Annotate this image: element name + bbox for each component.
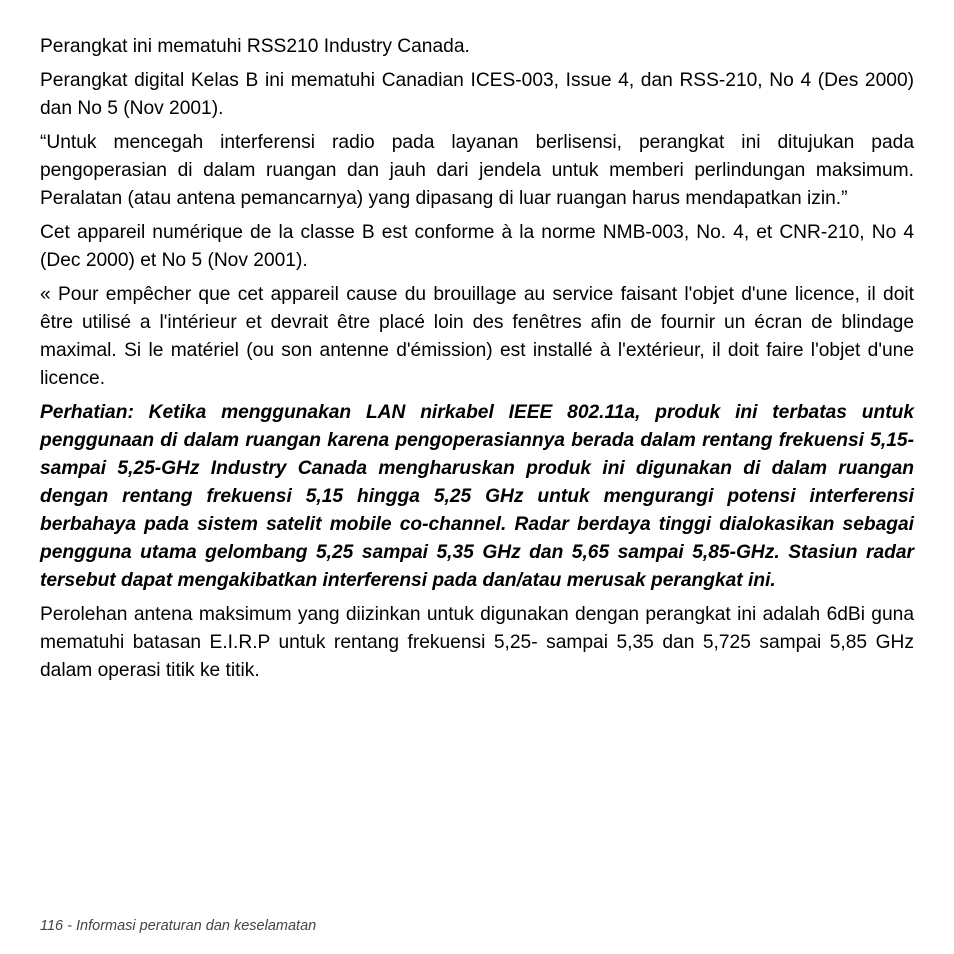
paragraph-brouillage-french: « Pour empêcher que cet appareil cause du brouillage au service faisant l'objet d'une licence, il doit être utilisé a l'intérieur et devrait être placé loin des fenêtres afin de fournir un écran de blindage maximal. Si le matériel (ou son antenne d'émission) est installé à l'extérieur, il doit faire l'objet d'une licence.: [40, 284, 914, 389]
paragraph-interference-indonesian: “Untuk mencegah interferensi radio pada layanan berlisensi, perangkat ini ditujukan pada pengoperasian di dalam ruangan dan jauh dari jendela untuk memberi perlindungan maksimum. Peralatan (atau antena pemancarnya) yang dipasang di luar ruangan harus mendapatkan izin.”: [40, 132, 914, 209]
paragraph-nmb003-french: Cet appareil numérique de la classe B est conforme à la norme NMB-003, No. 4, et CNR-210, No 4 (Dec 2000) et No 5 (Nov 2001).: [40, 222, 914, 271]
paragraph-antenna-gain: Perolehan antena maksimum yang diizinkan untuk digunakan dengan perangkat ini adalah 6dBi guna mematuhi batasan E.I.R.P untuk rentang frekuensi 5,25- sampai 5,35 dan 5,725 sampai 5,85 GHz dalam operasi titik ke titik.: [40, 604, 914, 681]
paragraph-wireless-lan-warning: Perhatian: Ketika menggunakan LAN nirkabel IEEE 802.11a, produk ini terbatas untuk penggunaan di dalam ruangan karena pengoperasiannya berada dalam rentang frekuensi 5,15- sampai 5,25-GHz Industry Canada mengharuskan produk ini digunakan di dalam ruangan dengan rentang frekuensi 5,15 hingga 5,25 GHz untuk mengurangi potensi interferensi berbahaya pada sistem satelit mobile co-channel. Radar berdaya tinggi dialokasikan sebagai pengguna utama gelombang 5,25 sampai 5,35 GHz dan 5,65 sampai 5,85-GHz. Stasiun radar tersebut dapat mengakibatkan interferensi pada dan/atau merusak perangkat ini.: [40, 402, 914, 591]
paragraph-ices003-compliance: Perangkat digital Kelas B ini mematuhi Canadian ICES-003, Issue 4, dan RSS-210, No 4 (Des 2000) dan No 5 (Nov 2001).: [40, 70, 914, 119]
page-footer: 116 - Informasi peraturan dan keselamatan: [40, 918, 317, 934]
page-body: [40, 33, 914, 691]
paragraph-rss210-compliance: Perangkat ini mematuhi RSS210 Industry Canada.: [40, 36, 470, 57]
